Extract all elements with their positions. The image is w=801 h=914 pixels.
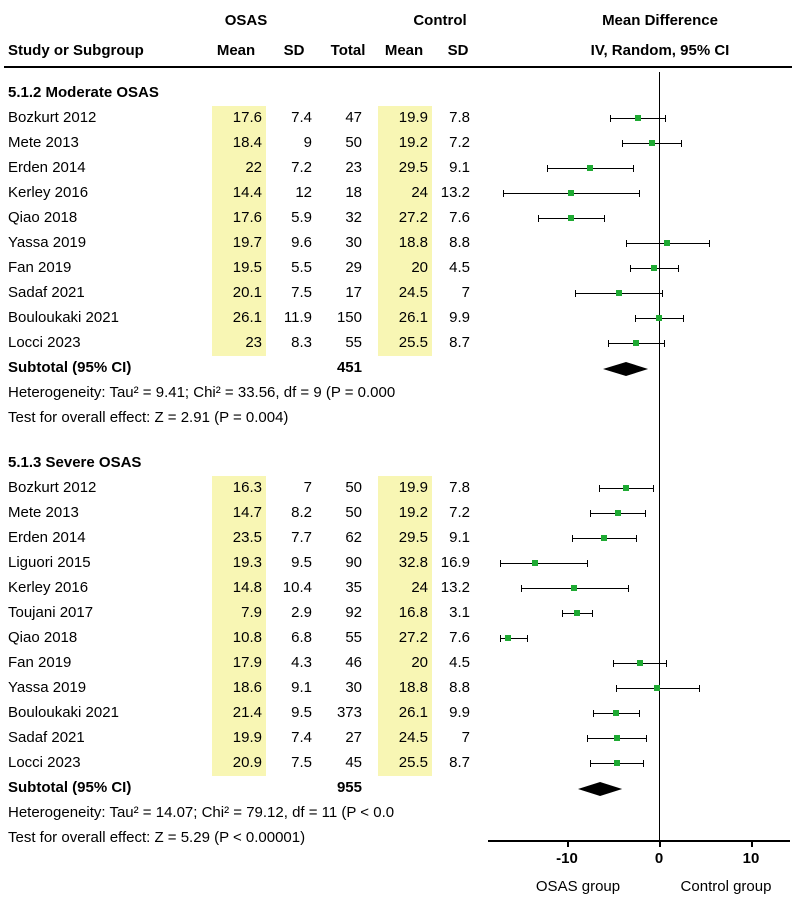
study-mean-osas: 26.1 [232, 309, 262, 326]
study-total-osas: 32 [345, 209, 362, 226]
study-mean-control: 24 [411, 579, 428, 596]
study-mean-osas: 21.4 [232, 704, 262, 721]
study-name: Toujani 2017 [8, 604, 94, 621]
study-sd-osas: 9.5 [291, 704, 312, 721]
study-total-osas: 47 [345, 109, 362, 126]
study-sd-osas: 9.1 [291, 679, 312, 696]
study-total-osas: 55 [345, 334, 362, 351]
ci-cap-right [683, 315, 684, 322]
study-sd-control: 7.2 [449, 504, 470, 521]
study-sd-control: 16.9 [440, 554, 470, 571]
axis-tick-label: 10 [742, 850, 760, 867]
ci-cap-left [622, 140, 623, 147]
axis-tick [659, 840, 661, 847]
ci-cap-right [699, 685, 700, 692]
axis-tick [751, 840, 753, 847]
ci-cap-right [592, 610, 593, 617]
study-name: Bouloukaki 2021 [8, 309, 119, 326]
study-mean-control: 16.8 [398, 604, 428, 621]
study-sd-control: 8.7 [449, 334, 470, 351]
study-total-osas: 23 [345, 159, 362, 176]
study-name: Locci 2023 [8, 334, 81, 351]
study-mean-osas: 20.9 [232, 754, 262, 771]
effect-marker [587, 165, 593, 171]
ci-cap-right [628, 585, 629, 592]
subtotal-label: Subtotal (95% CI) [8, 359, 132, 376]
ci-line [500, 563, 587, 564]
study-sd-control: 8.8 [449, 679, 470, 696]
ci-cap-left [575, 290, 576, 297]
study-name: Locci 2023 [8, 754, 81, 771]
study-mean-control: 25.5 [398, 754, 428, 771]
overall-effect-text: Test for overall effect: Z = 2.91 (P = 0.004) [8, 409, 289, 426]
study-name: Kerley 2016 [8, 184, 89, 201]
ci-cap-right [653, 485, 654, 492]
study-mean-control: 19.9 [398, 109, 428, 126]
header-group-control: Control [413, 12, 467, 29]
header-col-mean-osas: Mean [216, 42, 256, 59]
header-divider [4, 66, 792, 68]
study-mean-control: 27.2 [398, 629, 428, 646]
study-sd-osas: 5.9 [291, 209, 312, 226]
study-mean-osas: 23.5 [232, 529, 262, 546]
study-mean-control: 25.5 [398, 334, 428, 351]
subtotal-diamond [576, 781, 624, 797]
effect-marker [623, 485, 629, 491]
subtotal-diamond [601, 361, 650, 377]
ci-cap-right [645, 510, 646, 517]
study-sd-control: 9.1 [449, 159, 470, 176]
ci-cap-right [639, 710, 640, 717]
study-mean-osas: 19.3 [232, 554, 262, 571]
effect-marker [614, 760, 620, 766]
study-mean-osas: 17.9 [232, 654, 262, 671]
study-mean-control: 18.8 [398, 234, 428, 251]
study-mean-osas: 14.8 [232, 579, 262, 596]
axis-line [488, 840, 790, 842]
study-mean-osas: 16.3 [232, 479, 262, 496]
ci-cap-left [616, 685, 617, 692]
study-name: Erden 2014 [8, 159, 86, 176]
study-total-osas: 45 [345, 754, 362, 771]
ci-cap-right [587, 560, 588, 567]
header-col-sd-osas: SD [283, 42, 305, 59]
zero-line [659, 72, 660, 840]
study-mean-control: 27.2 [398, 209, 428, 226]
ci-cap-left [572, 535, 573, 542]
ci-cap-left [500, 635, 501, 642]
study-sd-control: 7.6 [449, 629, 470, 646]
study-name: Fan 2019 [8, 259, 72, 276]
study-name: Yassa 2019 [8, 234, 87, 251]
axis-label-right: Control group [680, 878, 772, 895]
ci-cap-left [590, 510, 591, 517]
study-mean-control: 19.9 [398, 479, 428, 496]
effect-marker [615, 510, 621, 516]
study-sd-osas: 8.3 [291, 334, 312, 351]
study-total-osas: 46 [345, 654, 362, 671]
study-name: Sadaf 2021 [8, 284, 85, 301]
ci-cap-right [643, 760, 644, 767]
study-total-osas: 92 [345, 604, 362, 621]
study-total-osas: 373 [336, 704, 362, 721]
ci-cap-left [626, 240, 627, 247]
study-sd-control: 4.5 [449, 654, 470, 671]
header-col-mean-control: Mean [384, 42, 424, 59]
ci-cap-left [608, 340, 609, 347]
study-mean-control: 29.5 [398, 159, 428, 176]
effect-marker [614, 735, 620, 741]
study-total-osas: 50 [345, 479, 362, 496]
study-mean-control: 29.5 [398, 529, 428, 546]
study-total-osas: 35 [345, 579, 362, 596]
effect-marker [616, 290, 622, 296]
study-sd-control: 13.2 [440, 579, 470, 596]
study-sd-control: 7.6 [449, 209, 470, 226]
ci-cap-left [610, 115, 611, 122]
effect-marker [649, 140, 655, 146]
ci-cap-left [547, 165, 548, 172]
study-total-osas: 29 [345, 259, 362, 276]
study-sd-osas: 12 [295, 184, 312, 201]
study-sd-osas: 8.2 [291, 504, 312, 521]
study-name: Kerley 2016 [8, 579, 89, 596]
study-total-osas: 30 [345, 234, 362, 251]
subtotal-total: 955 [336, 779, 362, 796]
ci-cap-left [503, 190, 504, 197]
ci-cap-left [630, 265, 631, 272]
study-total-osas: 50 [345, 504, 362, 521]
axis-tick-label: -10 [556, 850, 578, 867]
ci-cap-left [521, 585, 522, 592]
study-sd-osas: 7.2 [291, 159, 312, 176]
study-sd-control: 7.8 [449, 479, 470, 496]
axis-tick [567, 840, 569, 847]
study-name: Fan 2019 [8, 654, 72, 671]
ci-cap-left [562, 610, 563, 617]
study-total-osas: 150 [336, 309, 362, 326]
header-col-sd-control: SD [447, 42, 469, 59]
study-mean-control: 18.8 [398, 679, 428, 696]
study-mean-control: 24 [411, 184, 428, 201]
ci-line [500, 638, 528, 639]
study-sd-control: 9.9 [449, 704, 470, 721]
ci-cap-left [613, 660, 614, 667]
study-sd-control: 8.7 [449, 754, 470, 771]
study-total-osas: 50 [345, 134, 362, 151]
study-sd-osas: 5.5 [291, 259, 312, 276]
study-total-osas: 18 [345, 184, 362, 201]
study-mean-control: 19.2 [398, 504, 428, 521]
study-mean-osas: 19.5 [232, 259, 262, 276]
study-name: Bozkurt 2012 [8, 479, 97, 496]
study-sd-control: 7 [461, 284, 470, 301]
ci-cap-right [666, 660, 667, 667]
ci-cap-right [678, 265, 679, 272]
ci-cap-left [587, 735, 588, 742]
subgroup-heading: 5.1.2 Moderate OSAS [8, 84, 159, 101]
study-mean-control: 20 [411, 259, 428, 276]
study-sd-osas: 7.7 [291, 529, 312, 546]
study-mean-osas: 14.4 [232, 184, 262, 201]
ci-cap-left [538, 215, 539, 222]
study-mean-control: 20 [411, 654, 428, 671]
study-sd-control: 9.9 [449, 309, 470, 326]
ci-cap-right [681, 140, 682, 147]
effect-marker [633, 340, 639, 346]
study-mean-control: 19.2 [398, 134, 428, 151]
effect-marker [635, 115, 641, 121]
ci-cap-left [599, 485, 600, 492]
study-mean-control: 26.1 [398, 309, 428, 326]
effect-marker [568, 215, 574, 221]
subtotal-label: Subtotal (95% CI) [8, 779, 132, 796]
study-sd-osas: 2.9 [291, 604, 312, 621]
study-sd-control: 7 [461, 729, 470, 746]
study-name: Liguori 2015 [8, 554, 91, 571]
study-mean-osas: 20.1 [232, 284, 262, 301]
effect-marker [637, 660, 643, 666]
header-effect-model: IV, Random, 95% CI [590, 42, 730, 59]
ci-cap-right [664, 340, 665, 347]
heterogeneity-text: Heterogeneity: Tau² = 9.41; Chi² = 33.56, df = 9 (P = 0.000 [8, 384, 396, 401]
study-sd-osas: 9 [303, 134, 312, 151]
axis-label-left: OSAS group [535, 878, 621, 895]
study-mean-osas: 17.6 [232, 109, 262, 126]
effect-marker [568, 190, 574, 196]
subgroup-heading: 5.1.3 Severe OSAS [8, 454, 142, 471]
study-sd-osas: 9.5 [291, 554, 312, 571]
study-mean-osas: 23 [245, 334, 262, 351]
ci-cap-right [646, 735, 647, 742]
study-total-osas: 17 [345, 284, 362, 301]
ci-cap-left [593, 710, 594, 717]
study-name: Yassa 2019 [8, 679, 87, 696]
study-sd-osas: 7 [303, 479, 312, 496]
ci-cap-right [662, 290, 663, 297]
study-mean-control: 32.8 [398, 554, 428, 571]
study-sd-osas: 9.6 [291, 234, 312, 251]
study-sd-control: 4.5 [449, 259, 470, 276]
study-sd-osas: 7.5 [291, 754, 312, 771]
effect-marker [613, 710, 619, 716]
study-mean-osas: 18.6 [232, 679, 262, 696]
effect-marker [651, 265, 657, 271]
study-name: Mete 2013 [8, 134, 79, 151]
ci-cap-right [665, 115, 666, 122]
study-sd-osas: 11.9 [283, 309, 312, 326]
effect-marker [656, 315, 662, 321]
study-sd-osas: 7.5 [291, 284, 312, 301]
overall-effect-text: Test for overall effect: Z = 5.29 (P < 0.00001) [8, 829, 306, 846]
ci-cap-right [604, 215, 605, 222]
study-sd-osas: 7.4 [291, 729, 312, 746]
study-mean-osas: 19.9 [232, 729, 262, 746]
ci-cap-left [500, 560, 501, 567]
effect-marker [571, 585, 577, 591]
study-sd-control: 7.2 [449, 134, 470, 151]
effect-marker [654, 685, 660, 691]
header-group-osas: OSAS [224, 12, 268, 29]
ci-cap-right [639, 190, 640, 197]
study-sd-osas: 6.8 [291, 629, 312, 646]
effect-marker [574, 610, 580, 616]
study-name: Qiao 2018 [8, 209, 78, 226]
study-mean-osas: 14.7 [232, 504, 262, 521]
ci-cap-left [635, 315, 636, 322]
study-sd-control: 7.8 [449, 109, 470, 126]
study-mean-control: 24.5 [398, 729, 428, 746]
axis-tick-label: 0 [654, 850, 664, 867]
effect-marker [601, 535, 607, 541]
study-mean-osas: 7.9 [241, 604, 262, 621]
study-total-osas: 30 [345, 679, 362, 696]
study-total-osas: 27 [345, 729, 362, 746]
study-mean-osas: 18.4 [232, 134, 262, 151]
study-mean-control: 24.5 [398, 284, 428, 301]
study-sd-control: 9.1 [449, 529, 470, 546]
subtotal-total: 451 [336, 359, 362, 376]
ci-cap-right [636, 535, 637, 542]
study-mean-control: 26.1 [398, 704, 428, 721]
study-mean-osas: 10.8 [232, 629, 262, 646]
study-name: Mete 2013 [8, 504, 79, 521]
study-sd-control: 13.2 [440, 184, 470, 201]
study-sd-control: 8.8 [449, 234, 470, 251]
study-name: Bozkurt 2012 [8, 109, 97, 126]
study-sd-osas: 7.4 [291, 109, 312, 126]
study-sd-osas: 10.4 [282, 579, 312, 596]
study-name: Sadaf 2021 [8, 729, 85, 746]
study-total-osas: 90 [345, 554, 362, 571]
study-sd-control: 3.1 [449, 604, 470, 621]
study-mean-osas: 22 [245, 159, 262, 176]
study-total-osas: 62 [345, 529, 362, 546]
ci-cap-right [633, 165, 634, 172]
study-sd-osas: 4.3 [291, 654, 312, 671]
header-col-total-osas: Total [330, 42, 366, 59]
effect-marker [664, 240, 670, 246]
study-name: Erden 2014 [8, 529, 86, 546]
effect-marker [532, 560, 538, 566]
heterogeneity-text: Heterogeneity: Tau² = 14.07; Chi² = 79.12, df = 11 (P < 0.0 [8, 804, 395, 821]
header-col-study: Study or Subgroup [8, 42, 144, 59]
header-effect-title: Mean Difference [602, 12, 718, 29]
study-mean-osas: 17.6 [232, 209, 262, 226]
study-mean-osas: 19.7 [232, 234, 262, 251]
study-name: Bouloukaki 2021 [8, 704, 119, 721]
study-name: Qiao 2018 [8, 629, 78, 646]
study-total-osas: 55 [345, 629, 362, 646]
effect-marker [505, 635, 511, 641]
ci-cap-right [527, 635, 528, 642]
ci-cap-right [709, 240, 710, 247]
ci-cap-left [590, 760, 591, 767]
